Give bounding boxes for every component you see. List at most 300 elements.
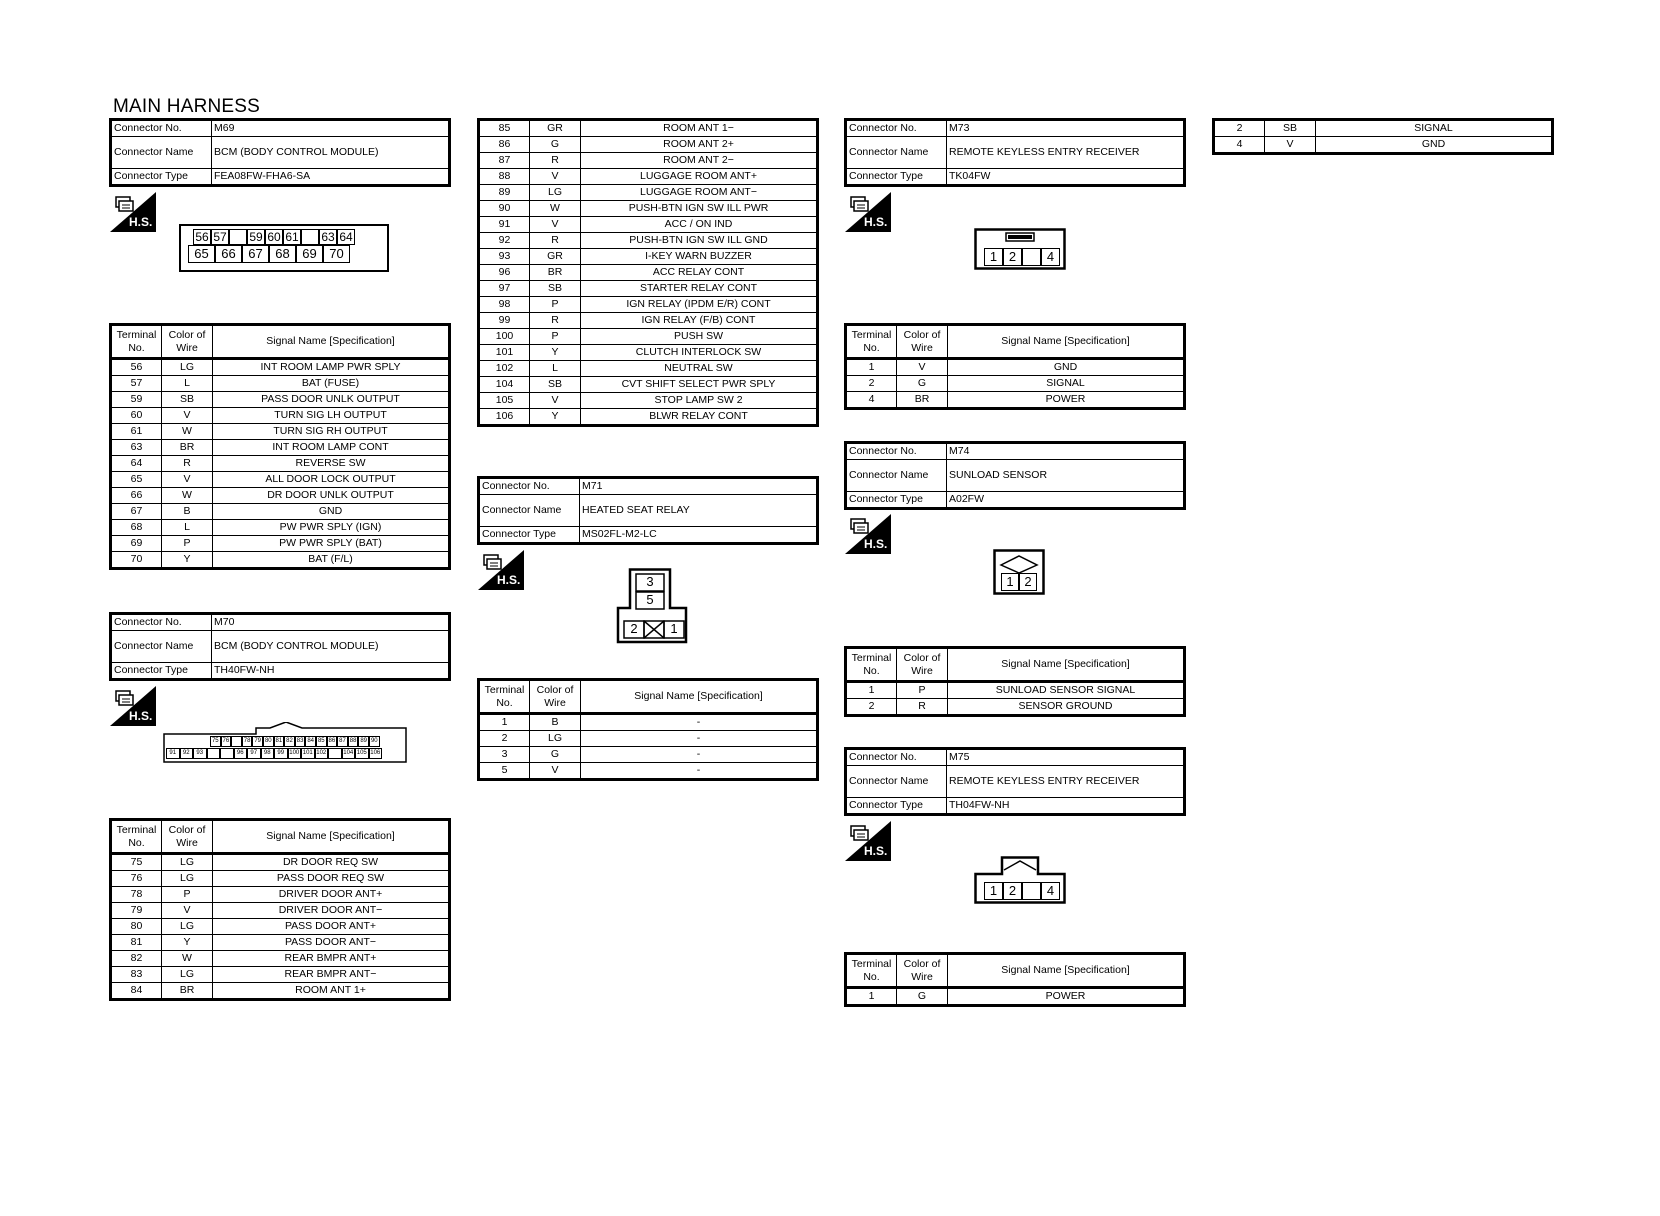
wire-color-cell: P <box>162 887 213 903</box>
table-row <box>479 201 818 217</box>
signal-name-cell: - <box>581 714 818 731</box>
wire-color-cell: R <box>897 699 948 716</box>
connector-name-label: Connector Name <box>479 495 580 527</box>
wire-color-cell: V <box>530 169 581 185</box>
terminal-no-cell: 100 <box>479 329 530 345</box>
terminal-no-cell: 90 <box>479 201 530 217</box>
connector-name-label: Connector Name <box>846 137 947 169</box>
table-row <box>479 297 818 313</box>
wire-color-cell: W <box>162 424 213 440</box>
terminal-no-cell: 93 <box>479 249 530 265</box>
wire-color-cell: BR <box>530 265 581 281</box>
pin-5: 5 <box>646 592 654 607</box>
table-row <box>479 153 818 169</box>
terminal-no-cell: 84 <box>111 983 162 1000</box>
wire-color-cell: V <box>530 393 581 409</box>
m73-terminal-table <box>844 323 1186 410</box>
pin-81: 81 <box>274 736 285 747</box>
wire-color-cell: LG <box>530 185 581 201</box>
m74-terminal-table <box>844 646 1186 717</box>
connector-no-value: M75 <box>947 749 1185 766</box>
signal-name-cell: DR DOOR UNLK OUTPUT <box>213 488 450 504</box>
page-title: MAIN HARNESS <box>113 96 261 117</box>
table-row <box>111 967 450 983</box>
signal-name-cell: CVT SHIFT SELECT PWR SPLY <box>581 377 818 393</box>
connector-name-value: BCM (BODY CONTROL MODULE) <box>212 137 450 169</box>
signal-name-cell: SUNLOAD SENSOR SIGNAL <box>948 682 1185 699</box>
table-row <box>111 871 450 887</box>
table-row <box>479 233 818 249</box>
signal-name-cell: GND <box>1316 137 1553 154</box>
connector-type-label: Connector Type <box>846 798 947 815</box>
pin-97: 97 <box>247 748 261 759</box>
connector-type-value: A02FW <box>947 492 1185 509</box>
table-row <box>846 392 1185 409</box>
pin-3-empty <box>1022 882 1041 900</box>
signal-name-cell: STOP LAMP SW 2 <box>581 393 818 409</box>
pin-79: 79 <box>252 736 263 747</box>
m73-hs-icon <box>845 192 891 237</box>
terminal-no-cell: 75 <box>111 854 162 871</box>
wire-color-cell: LG <box>162 871 213 887</box>
signal-name-cell: CLUTCH INTERLOCK SW <box>581 345 818 361</box>
m74-connector-info <box>844 441 1186 510</box>
wire-color-cell: LG <box>530 731 581 747</box>
table-row <box>479 409 818 426</box>
pin-60: 60 <box>265 229 283 245</box>
wire-color-cell: B <box>162 504 213 520</box>
pin-1: 1 <box>1001 573 1019 591</box>
terminal-no-cell: 86 <box>479 137 530 153</box>
wire-color-cell: P <box>162 536 213 552</box>
wire-color-cell: G <box>897 376 948 392</box>
connector-type-label: Connector Type <box>479 527 580 544</box>
terminal-no-cell: 68 <box>111 520 162 536</box>
pin-76: 76 <box>221 736 232 747</box>
terminal-no-header: Terminal No. <box>111 820 162 854</box>
table-row <box>846 699 1185 716</box>
table-row <box>111 408 450 424</box>
signal-name-header: Signal Name [Specification] <box>948 954 1185 988</box>
table-row <box>479 120 818 137</box>
terminal-no-cell: 98 <box>479 297 530 313</box>
signal-name-cell: PUSH SW <box>581 329 818 345</box>
terminal-no-cell: 87 <box>479 153 530 169</box>
signal-name-cell: I-KEY WARN BUZZER <box>581 249 818 265</box>
terminal-no-cell: 89 <box>479 185 530 201</box>
table-row <box>111 520 450 536</box>
table-row <box>479 393 818 409</box>
table-row <box>479 281 818 297</box>
pin-90: 90 <box>369 736 380 747</box>
table-row <box>479 217 818 233</box>
terminal-no-cell: 67 <box>111 504 162 520</box>
signal-name-cell: DR DOOR REQ SW <box>213 854 450 871</box>
pin-59: 59 <box>247 229 265 245</box>
signal-name-cell: POWER <box>948 392 1185 409</box>
m71-connector-info <box>477 476 819 545</box>
wire-color-cell: LG <box>162 854 213 871</box>
m75-terminal-table <box>844 952 1186 1007</box>
terminal-no-header: Terminal No. <box>846 325 897 359</box>
signal-name-cell: LUGGAGE ROOM ANT− <box>581 185 818 201</box>
signal-name-cell: REAR BMPR ANT+ <box>213 951 450 967</box>
connector-name-label: Connector Name <box>846 766 947 798</box>
wire-color-cell: L <box>162 520 213 536</box>
terminal-no-cell: 1 <box>846 682 897 699</box>
terminal-no-cell: 61 <box>111 424 162 440</box>
connector-name-label: Connector Name <box>846 460 947 492</box>
connector-type-value: TH04FW-NH <box>947 798 1185 815</box>
m70-hs-icon <box>110 686 156 731</box>
m73-connector-face <box>974 228 1066 270</box>
terminal-no-cell: 102 <box>479 361 530 377</box>
terminal-no-cell: 101 <box>479 345 530 361</box>
table-row <box>111 440 450 456</box>
terminal-no-cell: 99 <box>479 313 530 329</box>
terminal-no-cell: 88 <box>479 169 530 185</box>
table-row <box>111 456 450 472</box>
signal-name-cell: LUGGAGE ROOM ANT+ <box>581 169 818 185</box>
wire-color-cell: G <box>530 137 581 153</box>
pin-85: 85 <box>316 736 327 747</box>
pin-4: 4 <box>1041 882 1060 900</box>
wire-color-cell: V <box>162 408 213 424</box>
wire-color-cell: P <box>530 297 581 313</box>
signal-name-cell: PASS DOOR ANT+ <box>213 919 450 935</box>
connector-no-value: M69 <box>212 120 450 137</box>
table-row <box>111 935 450 951</box>
m71-hs-icon <box>478 550 524 595</box>
table-row <box>479 185 818 201</box>
m70-terminal-table <box>109 818 451 1001</box>
terminal-no-cell: 4 <box>846 392 897 409</box>
m69-connector-info <box>109 118 451 187</box>
signal-name-cell: REVERSE SW <box>213 456 450 472</box>
signal-name-cell: POWER <box>948 988 1185 1006</box>
signal-name-cell: DRIVER DOOR ANT+ <box>213 887 450 903</box>
terminal-no-cell: 1 <box>846 359 897 376</box>
table-row <box>479 731 818 747</box>
table-row <box>111 359 450 376</box>
table-row <box>111 919 450 935</box>
signal-name-cell: - <box>581 747 818 763</box>
terminal-no-cell: 59 <box>111 392 162 408</box>
terminal-no-cell: 2 <box>846 376 897 392</box>
wire-color-cell: R <box>530 153 581 169</box>
table-row <box>479 361 818 377</box>
color-of-wire-header: Color of Wire <box>897 648 948 682</box>
pin-56: 56 <box>193 229 211 245</box>
m69-terminal-table <box>109 323 451 570</box>
pin-99: 99 <box>274 748 288 759</box>
signal-name-cell: BAT (FUSE) <box>213 376 450 392</box>
signal-name-cell: ALL DOOR LOCK OUTPUT <box>213 472 450 488</box>
pin-66: 66 <box>215 245 242 263</box>
signal-name-cell: ROOM ANT 1− <box>581 120 818 137</box>
connector-no-value: M74 <box>947 443 1185 460</box>
wire-color-cell: W <box>162 951 213 967</box>
wire-color-cell: Y <box>530 409 581 426</box>
terminal-no-header: Terminal No. <box>479 680 530 714</box>
signal-name-cell: SENSOR GROUND <box>948 699 1185 716</box>
color-of-wire-header: Color of Wire <box>897 325 948 359</box>
terminal-no-header: Terminal No. <box>846 648 897 682</box>
table-row <box>846 359 1185 376</box>
hs-label: H.S. <box>129 709 153 723</box>
wire-color-cell: G <box>530 747 581 763</box>
pin-89: 89 <box>358 736 369 747</box>
m70-terminal-table-continued <box>477 118 819 427</box>
wire-color-cell: GR <box>530 120 581 137</box>
table-row <box>111 472 450 488</box>
table-row <box>479 313 818 329</box>
pin-empty <box>207 748 221 759</box>
connector-no-label: Connector No. <box>846 749 947 766</box>
pin-104: 104 <box>342 748 356 759</box>
terminal-no-cell: 82 <box>111 951 162 967</box>
terminal-no-cell: 1 <box>479 714 530 731</box>
terminal-no-cell: 85 <box>479 120 530 137</box>
wire-color-cell: Y <box>162 935 213 951</box>
pin-68: 68 <box>269 245 296 263</box>
connector-no-value: M71 <box>580 478 818 495</box>
table-row <box>479 169 818 185</box>
m75-terminal-table-continued <box>1212 118 1554 155</box>
pin-86: 86 <box>327 736 338 747</box>
hs-label: H.S. <box>497 573 521 587</box>
signal-name-cell: ACC / ON IND <box>581 217 818 233</box>
color-of-wire-header: Color of Wire <box>530 680 581 714</box>
table-row <box>479 137 818 153</box>
signal-name-cell: BLWR RELAY CONT <box>581 409 818 426</box>
color-of-wire-header: Color of Wire <box>897 954 948 988</box>
connector-name-value: BCM (BODY CONTROL MODULE) <box>212 631 450 663</box>
pin-84: 84 <box>305 736 316 747</box>
terminal-no-cell: 1 <box>846 988 897 1006</box>
table-row <box>479 763 818 780</box>
terminal-no-cell: 5 <box>479 763 530 780</box>
terminal-no-cell: 2 <box>846 699 897 716</box>
wire-color-cell: V <box>162 472 213 488</box>
table-row <box>479 345 818 361</box>
pin-3: 3 <box>646 574 654 589</box>
pin-82: 82 <box>284 736 295 747</box>
hs-label: H.S. <box>864 537 888 551</box>
pin-92: 92 <box>180 748 194 759</box>
signal-name-cell: PASS DOOR REQ SW <box>213 871 450 887</box>
connector-name-label: Connector Name <box>111 631 212 663</box>
connector-no-label: Connector No. <box>111 614 212 631</box>
terminal-no-cell: 78 <box>111 887 162 903</box>
wire-color-cell: P <box>897 682 948 699</box>
signal-name-header: Signal Name [Specification] <box>213 820 450 854</box>
signal-name-cell: DRIVER DOOR ANT− <box>213 903 450 919</box>
terminal-no-cell: 60 <box>111 408 162 424</box>
pin-105: 105 <box>355 748 369 759</box>
pin-83: 83 <box>295 736 306 747</box>
terminal-no-cell: 91 <box>479 217 530 233</box>
pin-63: 63 <box>319 229 337 245</box>
pin-2: 2 <box>1003 882 1022 900</box>
terminal-no-cell: 66 <box>111 488 162 504</box>
connector-type-label: Connector Type <box>846 492 947 509</box>
signal-name-cell: PUSH-BTN IGN SW ILL GND <box>581 233 818 249</box>
signal-name-cell: PASS DOOR UNLK OUTPUT <box>213 392 450 408</box>
color-of-wire-header: Color of Wire <box>162 325 213 359</box>
pin-1: 1 <box>670 621 678 636</box>
wire-color-cell: SB <box>530 281 581 297</box>
wire-color-cell: LG <box>162 359 213 376</box>
terminal-no-cell: 92 <box>479 233 530 249</box>
table-row <box>479 747 818 763</box>
wire-color-cell: R <box>530 313 581 329</box>
wire-color-cell: LG <box>162 967 213 983</box>
hs-label: H.S. <box>864 215 888 229</box>
terminal-no-cell: 76 <box>111 871 162 887</box>
table-row <box>1214 137 1553 154</box>
signal-name-cell: - <box>581 731 818 747</box>
signal-name-cell: NEUTRAL SW <box>581 361 818 377</box>
signal-name-cell: GND <box>213 504 450 520</box>
wire-color-cell: V <box>530 217 581 233</box>
connector-no-value: M73 <box>947 120 1185 137</box>
wire-color-cell: W <box>162 488 213 504</box>
wire-color-cell: V <box>162 903 213 919</box>
wire-color-cell: LG <box>162 919 213 935</box>
signal-name-cell: ROOM ANT 1+ <box>213 983 450 1000</box>
pin-empty <box>229 229 247 245</box>
pin-102: 102 <box>315 748 329 759</box>
pin-3-empty <box>1022 248 1041 266</box>
table-row <box>111 504 450 520</box>
m71-terminal-table <box>477 678 819 781</box>
terminal-no-cell: 64 <box>111 456 162 472</box>
terminal-no-cell: 81 <box>111 935 162 951</box>
pin-69: 69 <box>296 245 323 263</box>
table-row <box>111 392 450 408</box>
signal-name-cell: SIGNAL <box>1316 120 1553 137</box>
pin-100: 100 <box>288 748 302 759</box>
connector-type-label: Connector Type <box>111 663 212 680</box>
connector-type-label: Connector Type <box>846 169 947 186</box>
signal-name-header: Signal Name [Specification] <box>213 325 450 359</box>
pin-empty <box>328 748 342 759</box>
table-row <box>111 424 450 440</box>
hs-label: H.S. <box>129 215 153 229</box>
terminal-no-header: Terminal No. <box>846 954 897 988</box>
table-row <box>1214 120 1553 137</box>
connector-type-value: MS02FL-M2-LC <box>580 527 818 544</box>
signal-name-cell: INT ROOM LAMP PWR SPLY <box>213 359 450 376</box>
signal-name-cell: TURN SIG RH OUTPUT <box>213 424 450 440</box>
table-row <box>111 488 450 504</box>
table-row <box>111 376 450 392</box>
table-row <box>111 887 450 903</box>
pin-106: 106 <box>369 748 383 759</box>
table-row <box>846 988 1185 1006</box>
table-row <box>479 377 818 393</box>
signal-name-cell: ACC RELAY CONT <box>581 265 818 281</box>
signal-name-cell: INT ROOM LAMP CONT <box>213 440 450 456</box>
m74-connector-face <box>993 549 1045 595</box>
table-row <box>111 552 450 569</box>
signal-name-header: Signal Name [Specification] <box>948 325 1185 359</box>
pin-2: 2 <box>1019 573 1037 591</box>
m75-connector-face <box>974 856 1066 904</box>
wire-color-cell: V <box>1265 137 1316 154</box>
signal-name-cell: BAT (F/L) <box>213 552 450 569</box>
pin-101: 101 <box>301 748 315 759</box>
terminal-no-cell: 79 <box>111 903 162 919</box>
m75-connector-info <box>844 747 1186 816</box>
connector-name-value: HEATED SEAT RELAY <box>580 495 818 527</box>
wire-color-cell: L <box>530 361 581 377</box>
terminal-no-cell: 65 <box>111 472 162 488</box>
connector-type-value: TH40FW-NH <box>212 663 450 680</box>
m73-connector-info <box>844 118 1186 187</box>
connector-name-label: Connector Name <box>111 137 212 169</box>
signal-name-cell: SIGNAL <box>948 376 1185 392</box>
terminal-no-cell: 69 <box>111 536 162 552</box>
wire-color-cell: V <box>897 359 948 376</box>
signal-name-cell: ROOM ANT 2− <box>581 153 818 169</box>
connector-name-value: REMOTE KEYLESS ENTRY RECEIVER <box>947 137 1185 169</box>
wire-color-cell: W <box>530 201 581 217</box>
terminal-no-cell: 3 <box>479 747 530 763</box>
pin-91: 91 <box>166 748 180 759</box>
terminal-no-cell: 57 <box>111 376 162 392</box>
pin-2: 2 <box>1003 248 1022 266</box>
table-row <box>111 903 450 919</box>
terminal-no-cell: 70 <box>111 552 162 569</box>
m71-connector-face <box>616 568 688 644</box>
connector-no-label: Connector No. <box>479 478 580 495</box>
m74-hs-icon <box>845 514 891 559</box>
wire-color-cell: BR <box>162 440 213 456</box>
pin-4: 4 <box>1041 248 1060 266</box>
terminal-no-cell: 63 <box>111 440 162 456</box>
table-row <box>111 854 450 871</box>
pin-98: 98 <box>261 748 275 759</box>
connector-type-value: TK04FW <box>947 169 1185 186</box>
signal-name-cell: PUSH-BTN IGN SW ILL PWR <box>581 201 818 217</box>
signal-name-cell: IGN RELAY (IPDM E/R) CONT <box>581 297 818 313</box>
pin-80: 80 <box>263 736 274 747</box>
wire-color-cell: GR <box>530 249 581 265</box>
terminal-no-header: Terminal No. <box>111 325 162 359</box>
signal-name-cell: ROOM ANT 2+ <box>581 137 818 153</box>
wire-color-cell: SB <box>1265 120 1316 137</box>
terminal-no-cell: 97 <box>479 281 530 297</box>
wire-color-cell: BR <box>897 392 948 409</box>
terminal-no-cell: 83 <box>111 967 162 983</box>
terminal-no-cell: 105 <box>479 393 530 409</box>
signal-name-header: Signal Name [Specification] <box>948 648 1185 682</box>
table-row <box>111 536 450 552</box>
table-row <box>479 714 818 731</box>
pin-64: 64 <box>337 229 355 245</box>
terminal-no-cell: 2 <box>1214 120 1265 137</box>
table-row <box>479 249 818 265</box>
wire-color-cell: SB <box>530 377 581 393</box>
signal-name-cell: REAR BMPR ANT− <box>213 967 450 983</box>
pin-empty <box>301 229 319 245</box>
connector-no-value: M70 <box>212 614 450 631</box>
wire-color-cell: V <box>530 763 581 780</box>
wire-color-cell: R <box>530 233 581 249</box>
pin-1: 1 <box>984 248 1003 266</box>
